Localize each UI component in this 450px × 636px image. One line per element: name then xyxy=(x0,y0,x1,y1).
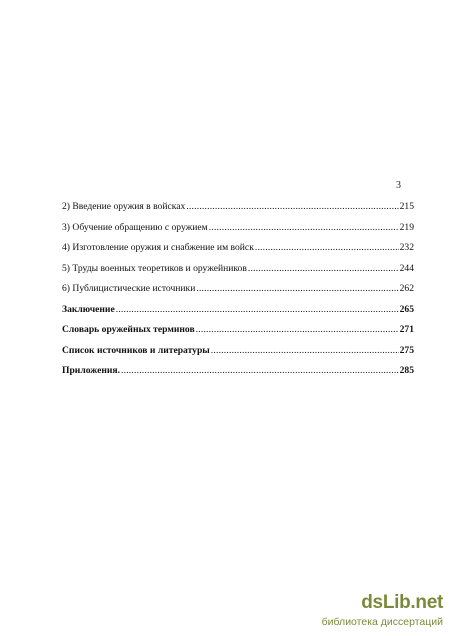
toc-entry xyxy=(62,346,414,367)
toc-entry-page: 244 xyxy=(399,262,414,274)
toc-entry-title: Заключение xyxy=(62,303,115,315)
toc-entry-page: 215 xyxy=(399,201,414,212)
toc-entry-page: 285 xyxy=(399,365,414,376)
toc-leader-dots xyxy=(255,243,399,253)
toc-leader-dots xyxy=(209,223,399,233)
toc-entry-title: 5) Труды военных теоретиков и оружейников xyxy=(62,262,247,274)
toc-entry-title: 3) Обучение обращению с оружием xyxy=(62,221,208,233)
toc-leader-dots xyxy=(196,325,399,335)
toc-entry xyxy=(62,223,414,244)
toc-entry-page: 232 xyxy=(399,242,414,253)
toc-leader-dots xyxy=(121,366,399,376)
toc-entry-title: Список источников и литературы xyxy=(62,344,210,356)
toc-entry-page: 271 xyxy=(399,324,414,335)
toc-leader-dots xyxy=(211,346,399,356)
toc-entry-page: 219 xyxy=(399,221,414,233)
toc-entry xyxy=(62,325,414,346)
toc-entry xyxy=(62,366,414,387)
toc-leader-dots xyxy=(196,284,398,294)
toc-entry-page: 265 xyxy=(399,303,414,315)
toc-leader-dots xyxy=(116,305,399,315)
toc-entry-page: 275 xyxy=(399,344,414,356)
toc-leader-dots xyxy=(248,264,399,274)
toc-leader-dots xyxy=(186,202,398,212)
toc-entry-title: 6) Публицистические источники xyxy=(62,283,196,294)
table-of-contents xyxy=(62,202,414,387)
toc-entry xyxy=(62,264,414,285)
toc-entry-page: 262 xyxy=(399,283,414,294)
watermark-logo: dsLib.net xyxy=(361,592,443,613)
watermark-subtitle: библиотека диссертаций xyxy=(321,616,443,628)
toc-entry-title: 4) Изготовление оружия и снабжение им войск xyxy=(62,242,254,253)
toc-entry xyxy=(62,243,414,264)
toc-entry xyxy=(62,305,414,326)
toc-entry-title: Словарь оружейных терминов xyxy=(62,324,195,335)
watermark xyxy=(283,592,443,632)
page-number: 3 xyxy=(396,180,401,191)
toc-entry xyxy=(62,202,414,223)
toc-entry xyxy=(62,284,414,305)
toc-entry-title: 2) Введение оружия в войсках xyxy=(62,201,186,212)
toc-entry-title: Приложения. xyxy=(62,365,120,376)
